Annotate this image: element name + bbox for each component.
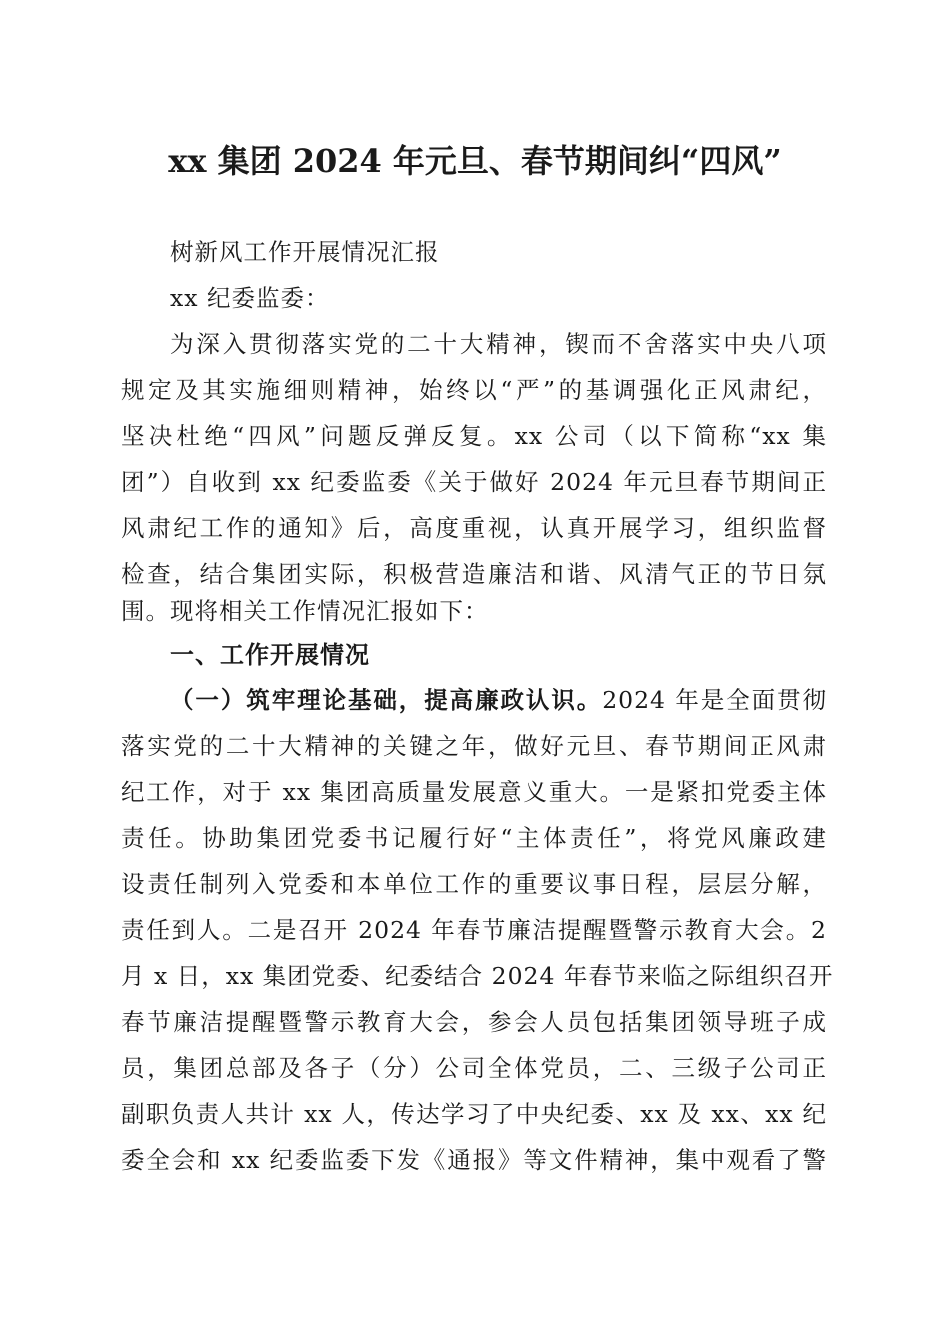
paragraph-line: 坚决杜绝“四风”问题反弹反复。xx 公司（以下简称“xx 集 [121, 422, 827, 450]
subsection-text: 2024 年是全面贯彻 [602, 686, 827, 714]
paragraph-line: 围。现将相关工作情况汇报如下： [121, 597, 489, 625]
salutation: xx 纪委监委： [170, 284, 330, 312]
paragraph-line: 责任到人。二是召开 2024 年春节廉洁提醒暨警示教育大会。2 [121, 916, 827, 944]
paragraph-line: 风肃纪工作的通知》后，高度重视，认真开展学习，组织监督 [121, 514, 827, 542]
document-subtitle: 树新风工作开展情况汇报 [170, 238, 440, 266]
paragraph-line: 落实党的二十大精神的关键之年，做好元旦、春节期间正风肃 [121, 732, 827, 760]
subsection-heading: （一）筑牢理论基础，提高廉政认识。 [170, 686, 603, 714]
paragraph-line: 委全会和 xx 纪委监委下发《通报》等文件精神，集中观看了警 [121, 1146, 827, 1174]
paragraph-line: 月 x 日，xx 集团党委、纪委结合 2024 年春节来临之际组织召开 [121, 962, 834, 990]
paragraph-line: 副职负责人共计 xx 人，传达学习了中央纪委、xx 及 xx、xx 纪 [121, 1100, 827, 1128]
paragraph-line: 春节廉洁提醒暨警示教育大会，参会人员包括集团领导班子成 [121, 1008, 827, 1036]
section-heading: 一、工作开展情况 [170, 641, 370, 669]
paragraph-line: 检查，结合集团实际，积极营造廉洁和谐、风清气正的节日氛 [121, 560, 827, 588]
paragraph-line: 为深入贯彻落实党的二十大精神，锲而不舍落实中央八项 [170, 330, 827, 358]
paragraph-line: 纪工作，对于 xx 集团高质量发展意义重大。一是紧扣党委主体 [121, 778, 827, 806]
document-title: xx 集团 2024 年元旦、春节期间纠“四风” [168, 142, 782, 180]
paragraph-line: 规定及其实施细则精神，始终以“严”的基调强化正风肃纪， [121, 376, 827, 404]
paragraph-line: 设责任制列入党委和本单位工作的重要议事日程，层层分解， [121, 870, 827, 898]
paragraph-line: 员，集团总部及各子（分）公司全体党员，二、三级子公司正 [121, 1054, 827, 1082]
paragraph-line: 团”）自收到 xx 纪委监委《关于做好 2024 年元旦春节期间正 [121, 468, 827, 496]
subsection-first-line [170, 677, 827, 723]
paragraph-line: 责任。协助集团党委书记履行好“主体责任”，将党风廉政建 [121, 824, 827, 852]
